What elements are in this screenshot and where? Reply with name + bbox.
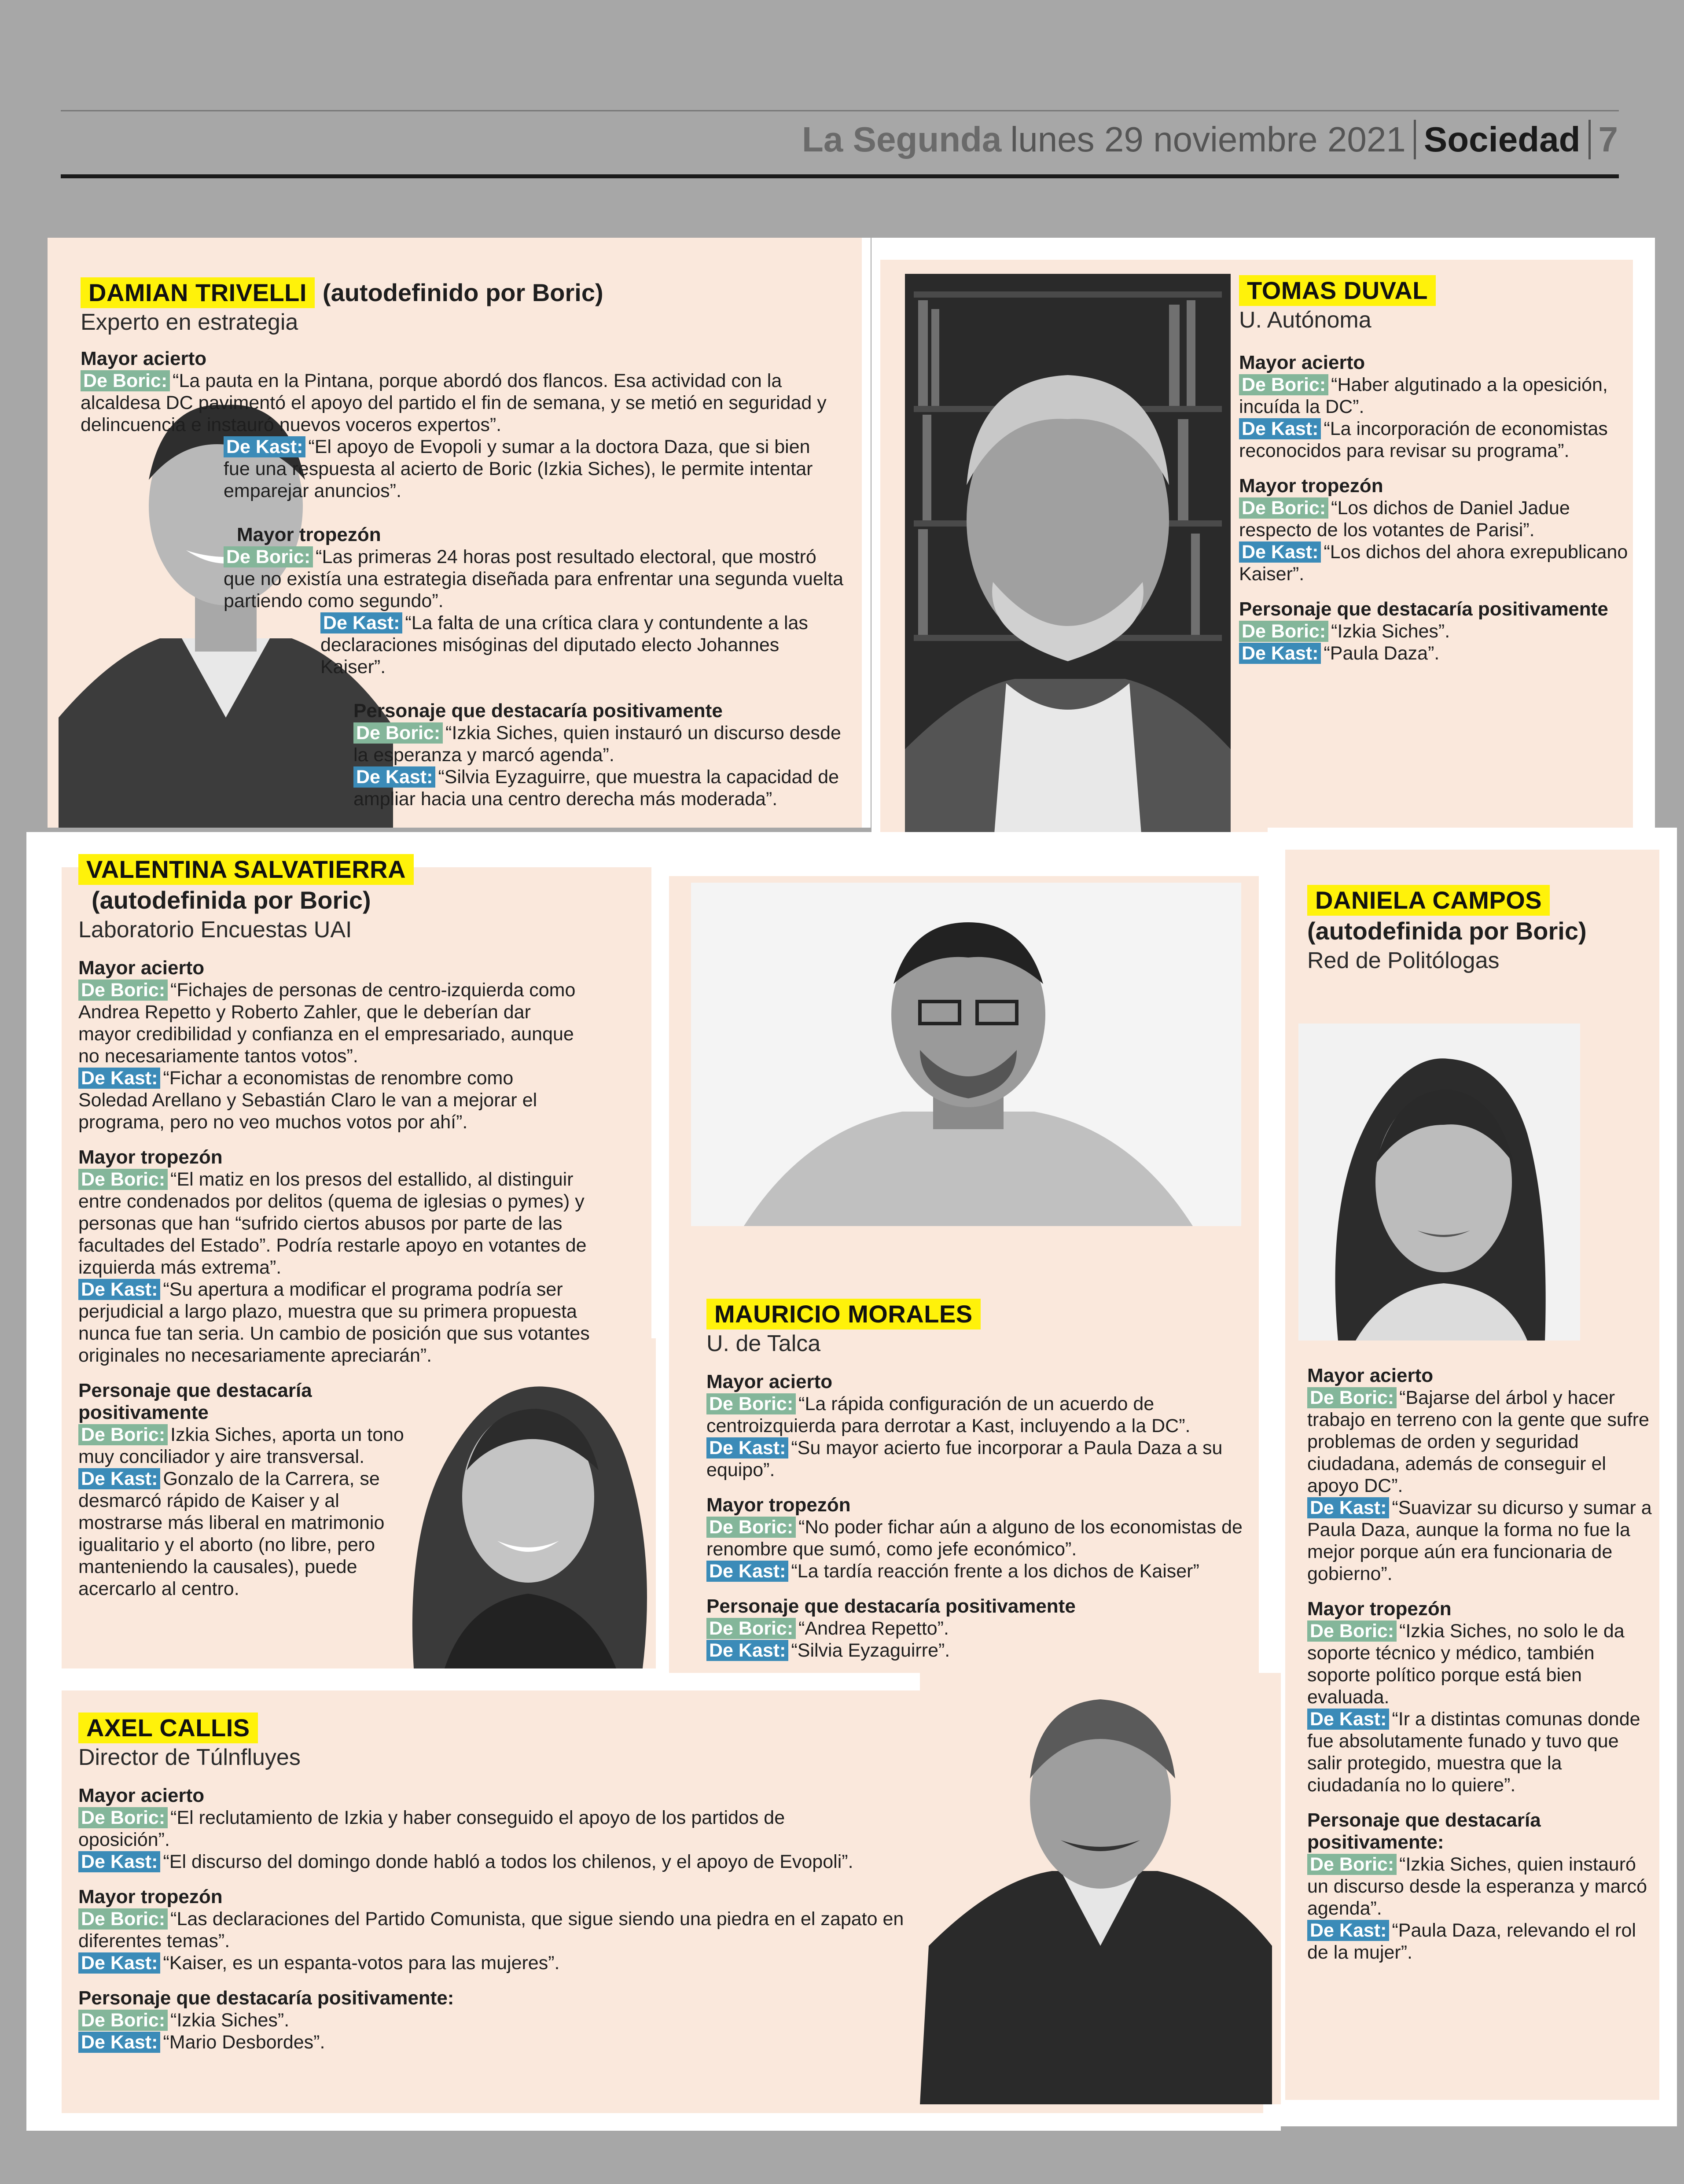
quote-campos-acierto-boric: De Boric: “Bajarse del árbol y hacer trabajo en terreno con la gente que sufre problemas de orden y seguridad ciudadana, además de conseguir el apoyo DC”.	[1307, 1387, 1649, 1496]
name-trivelli: DAMIAN TRIVELLI	[81, 277, 315, 308]
heading-mayor-acierto: Mayor acierto	[706, 1371, 833, 1392]
quote-callis-acierto-kast: De Kast: “El discurso del domingo donde habló a todos los chilenos, y el apoyo de Evopoli”.	[78, 1851, 937, 1873]
heading-mayor-acierto: Mayor acierto	[78, 957, 205, 979]
label-de-boric: De Boric:	[78, 2010, 168, 2031]
heading-mayor-tropezon: Mayor tropezón	[237, 524, 381, 545]
panel-campos	[1268, 828, 1677, 2126]
heading-mayor-tropezon: Mayor tropezón	[78, 1886, 223, 1908]
quote-salvatierra-personaje-boric: De Boric: Izkia Siches, aporta un tono muy conciliador y aire transversal.	[78, 1424, 404, 1467]
role-callis: Director de Túlnfluyes	[78, 1745, 301, 1770]
label-de-boric: De Boric:	[78, 1169, 168, 1190]
quote-salvatierra-tropezon-boric: De Boric: “El matiz en los presos del estallido, al distinguir entre condenados por delitos (quema de iglesias o pymes) y personas que han “sufrido ciertos abusos por parte de las facultades del Estado”. Podría restarle apoyo en votantes de izquierda más extrema”.	[78, 1169, 587, 1278]
section-name: Sociedad	[1423, 120, 1581, 159]
quote-salvatierra-acierto-kast: De Kast: “Fichar a economistas de renombre como Soledad Arellano y Sebastián Claro le van a mejorar el programa, pero no veo muchos votos por ahí”.	[78, 1068, 537, 1133]
quote-callis-tropezon-boric: De Boric: “Las declaraciones del Partido Comunista, que sigue siendo una piedra en el zapato en diferentes temas”.	[78, 1908, 904, 1952]
quote-trivelli-tropezon-boric: De Boric: “Las primeras 24 horas post resultado electoral, que mostró que no existía una estrategia diseñada para enfrentar una segunda vuelta partiendo como segundo”.	[224, 546, 844, 611]
label-de-boric: De Boric:	[78, 1424, 168, 1445]
label-de-kast: De Kast:	[1307, 1709, 1389, 1730]
panel-salvatierra	[26, 832, 660, 1682]
label-de-kast: De Kast:	[78, 1279, 160, 1300]
label-de-kast: De Kast:	[78, 1952, 160, 1974]
publication-date: lunes 29 noviembre 2021	[1010, 120, 1406, 159]
label-de-boric: De Boric:	[78, 980, 168, 1001]
photo-callis	[920, 1673, 1281, 2104]
label-de-boric: De Boric:	[353, 722, 443, 744]
quote-morales-tropezon-boric: De Boric: “No poder fichar aún a alguno de los economistas de renombre que sumó, como jefe económico”.	[706, 1517, 1243, 1560]
heading-personaje: Personaje que destacaría positivamente:	[78, 1987, 454, 2009]
label-de-boric: De Boric:	[81, 370, 170, 391]
quote-salvatierra-tropezon-kast: De Kast: “Su apertura a modificar el programa podría ser perjudicial a largo plazo, muestra que su primera propuesta nunca fue tan seria. Un cambio de posición que sus votantes originales no necesariamente apreciarán”.	[78, 1279, 590, 1366]
quote-salvatierra-personaje-kast: De Kast: Gonzalo de la Carrera, se desmarcó rápido de Kaiser y al mostrarse más liberal en matrimonio igualitario y el aborto (no libre, pero manteniendo la causales), puede acercarlo al centro.	[78, 1468, 385, 1599]
role-salvatierra: Laboratorio Encuestas UAI	[78, 917, 352, 943]
quote-duval-acierto-boric: De Boric: “Haber algutinado a la opesición, incuída la DC”.	[1239, 374, 1608, 417]
header-divider	[1588, 120, 1591, 159]
label-de-boric: De Boric:	[224, 546, 313, 567]
label-de-boric: De Boric:	[1307, 1854, 1397, 1875]
photo-campos	[1298, 1024, 1580, 1341]
label-de-boric: De Boric:	[706, 1517, 796, 1538]
heading-mayor-tropezon: Mayor tropezón	[78, 1146, 223, 1168]
label-de-kast: De Kast:	[78, 2032, 160, 2053]
role-campos: Red de Politólogas	[1307, 948, 1500, 973]
name-morales: MAURICIO MORALES	[706, 1299, 981, 1330]
header-rule-bottom	[61, 174, 1619, 178]
panel-callis	[26, 1673, 1281, 2131]
label-de-kast: De Kast:	[706, 1640, 788, 1661]
label-de-boric: De Boric:	[1239, 497, 1328, 519]
photo-duval	[905, 274, 1231, 851]
label-de-boric: De Boric:	[1307, 1621, 1397, 1642]
heading-mayor-tropezon: Mayor tropezón	[1239, 475, 1383, 497]
label-de-kast: De Kast:	[78, 1851, 160, 1872]
label-de-kast: De Kast:	[1239, 541, 1321, 563]
label-de-boric: De Boric:	[706, 1618, 796, 1639]
quote-callis-acierto-boric: De Boric: “El reclutamiento de Izkia y haber conseguido el apoyo de los partidos de oposición”.	[78, 1807, 785, 1850]
label-de-kast: De Kast:	[1307, 1497, 1389, 1518]
panel-duval	[871, 238, 1655, 872]
heading-mayor-acierto: Mayor acierto	[1239, 352, 1365, 373]
publication-name: La Segunda	[802, 120, 1002, 159]
aside-salvatierra: (autodefinida por Boric)	[92, 886, 371, 914]
quote-callis-tropezon-kast: De Kast: “Kaiser, es un espanta-votos para las mujeres”.	[78, 1952, 937, 1974]
quote-morales-tropezon-kast: De Kast: “La tardía reacción frente a los dichos de Kaiser”	[706, 1560, 1252, 1582]
heading-mayor-tropezon: Mayor tropezón	[706, 1494, 851, 1516]
name-callis: AXEL CALLIS	[78, 1713, 258, 1743]
label-de-boric: De Boric:	[78, 1807, 168, 1828]
heading-personaje: Personaje que destacaría positivamente	[1239, 598, 1608, 620]
label-de-boric: De Boric:	[1239, 621, 1328, 642]
quote-campos-tropezon-kast: De Kast: “Ir a distintas comunas donde fue absolutamente funado y tuvo que salir protegido, muestra que la ciudadanía no lo quiere”.	[1307, 1709, 1640, 1796]
quote-duval-tropezon-kast: De Kast: “Los dichos del ahora exrepublicano Kaiser”.	[1239, 541, 1628, 585]
role-duval: U. Autónoma	[1239, 307, 1371, 333]
heading-personaje: Personaje que destacaría positivamente:	[1307, 1809, 1541, 1853]
heading-mayor-acierto: Mayor acierto	[78, 1785, 205, 1806]
photo-morales	[691, 883, 1241, 1226]
quote-duval-personaje-kast: De Kast: “Paula Daza”.	[1239, 642, 1644, 664]
quote-morales-acierto-boric: De Boric: “La rápida configuración de un acuerdo de centroizquierda para derrotar a Kast, incluyendo a la DC”.	[706, 1393, 1191, 1436]
quote-salvatierra-acierto-boric: De Boric: “Fichajes de personas de centro-izquierda como Andrea Repetto y Roberto Zahler, que le deberían dar mayor credibilidad y confianza en el empresariado, aunque no necesariamente tantos votos”.	[78, 980, 576, 1067]
label-de-boric: De Boric:	[78, 1908, 168, 1930]
aside-trivelli: (autodefinido por Boric)	[322, 279, 603, 306]
heading-mayor-tropezon: Mayor tropezón	[1307, 1598, 1452, 1620]
label-de-kast: De Kast:	[706, 1561, 788, 1582]
quote-callis-personaje-kast: De Kast: “Mario Desbordes”.	[78, 2031, 937, 2053]
quote-morales-acierto-kast: De Kast: “Su mayor acierto fue incorporar a Paula Daza a su equipo”.	[706, 1437, 1223, 1481]
role-trivelli: Experto en estrategia	[81, 309, 298, 335]
page-header	[802, 115, 1618, 164]
role-morales: U. de Talca	[706, 1331, 821, 1356]
quote-trivelli-personaje-boric: De Boric: “Izkia Siches, quien instauró un discurso desde la esperanza y marcó agenda”.	[353, 722, 841, 766]
panel-trivelli	[48, 238, 871, 828]
quote-trivelli-personaje-kast: De Kast: “Silvia Eyzaguirre, que muestra la capacidad de ampliar hacia una centro derecha más moderada”.	[353, 766, 839, 810]
heading-personaje: Personaje que destacaría positivamente	[353, 700, 723, 722]
label-de-kast: De Kast:	[1239, 643, 1321, 664]
quote-morales-personaje-boric: De Boric: “Andrea Repetto”.	[706, 1617, 1270, 1639]
quote-trivelli-acierto-kast: De Kast: “El apoyo de Evopoli y sumar a la doctora Daza, que si bien fue una respuesta al acierto de Boric (Izkia Siches), le permite intentar emparejar anuncios”.	[224, 436, 813, 501]
label-de-kast: De Kast:	[1239, 418, 1321, 439]
quote-campos-personaje-kast: De Kast: “Paula Daza, relevando el rol de la mujer”.	[1307, 1920, 1636, 1963]
heading-mayor-acierto: Mayor acierto	[81, 348, 207, 369]
label-de-kast: De Kast:	[224, 436, 305, 457]
page-number: 7	[1598, 120, 1618, 159]
quote-campos-tropezon-boric: De Boric: “Izkia Siches, no solo le da soporte técnico y médico, también soporte político porque está bien evaluada.	[1307, 1621, 1625, 1708]
label-de-boric: De Boric:	[1239, 374, 1328, 395]
quote-morales-personaje-kast: De Kast: “Silvia Eyzaguirre”.	[706, 1639, 1270, 1661]
quote-duval-personaje-boric: De Boric: “Izkia Siches”.	[1239, 620, 1644, 642]
quote-campos-personaje-boric: De Boric: “Izkia Siches, quien instauró un discurso desde la esperanza y marcó agenda”.	[1307, 1854, 1647, 1919]
quote-campos-acierto-kast: De Kast: “Suavizar su dicurso y sumar a Paula Daza, aunque la forma no fue la mejor porque aún era funcionaria de gobierno”.	[1307, 1497, 1652, 1584]
label-de-boric: De Boric:	[706, 1393, 796, 1414]
label-de-kast: De Kast:	[353, 766, 435, 788]
header-rule-top	[61, 110, 1619, 111]
label-de-kast: De Kast:	[78, 1468, 160, 1489]
heading-personaje: Personaje que destacaría positivamente	[78, 1380, 312, 1423]
label-de-kast: De Kast:	[320, 612, 402, 633]
aside-campos: (autodefinida por Boric)	[1307, 917, 1587, 945]
panel-morales	[660, 832, 1276, 1735]
heading-mayor-acierto: Mayor acierto	[1307, 1365, 1434, 1386]
quote-trivelli-tropezon-kast: De Kast: “La falta de una crítica clara y contundente a las declaraciones misóginas del diputado electo Johannes Kaiser”.	[320, 612, 808, 678]
quote-duval-acierto-kast: De Kast: “La incorporación de economistas reconocidos para revisar su programa”.	[1239, 418, 1608, 461]
label-de-kast: De Kast:	[1307, 1920, 1389, 1941]
label-de-boric: De Boric:	[1307, 1387, 1397, 1408]
label-de-kast: De Kast:	[706, 1437, 788, 1458]
name-duval: TOMAS DUVAL	[1239, 275, 1436, 306]
name-campos: DANIELA CAMPOS	[1307, 885, 1550, 916]
heading-personaje: Personaje que destacaría positivamente	[706, 1595, 1076, 1617]
quote-callis-personaje-boric: De Boric: “Izkia Siches”.	[78, 2009, 937, 2031]
name-salvatierra: VALENTINA SALVATIERRA	[78, 854, 414, 885]
quote-trivelli-acierto-boric: De Boric: “La pauta en la Pintana, porque abordó dos flancos. Esa actividad con la alcaldesa DC pavimentó el apoyo del partido el fin de semana, y se metió en seguridad y delincuencia e instauró nuevos voceros expertos”.	[81, 370, 827, 435]
quote-duval-tropezon-boric: De Boric: “Los dichos de Daniel Jadue respecto de los votantes de Parisi”.	[1239, 497, 1570, 541]
header-divider	[1414, 120, 1416, 159]
label-de-kast: De Kast:	[78, 1068, 160, 1089]
